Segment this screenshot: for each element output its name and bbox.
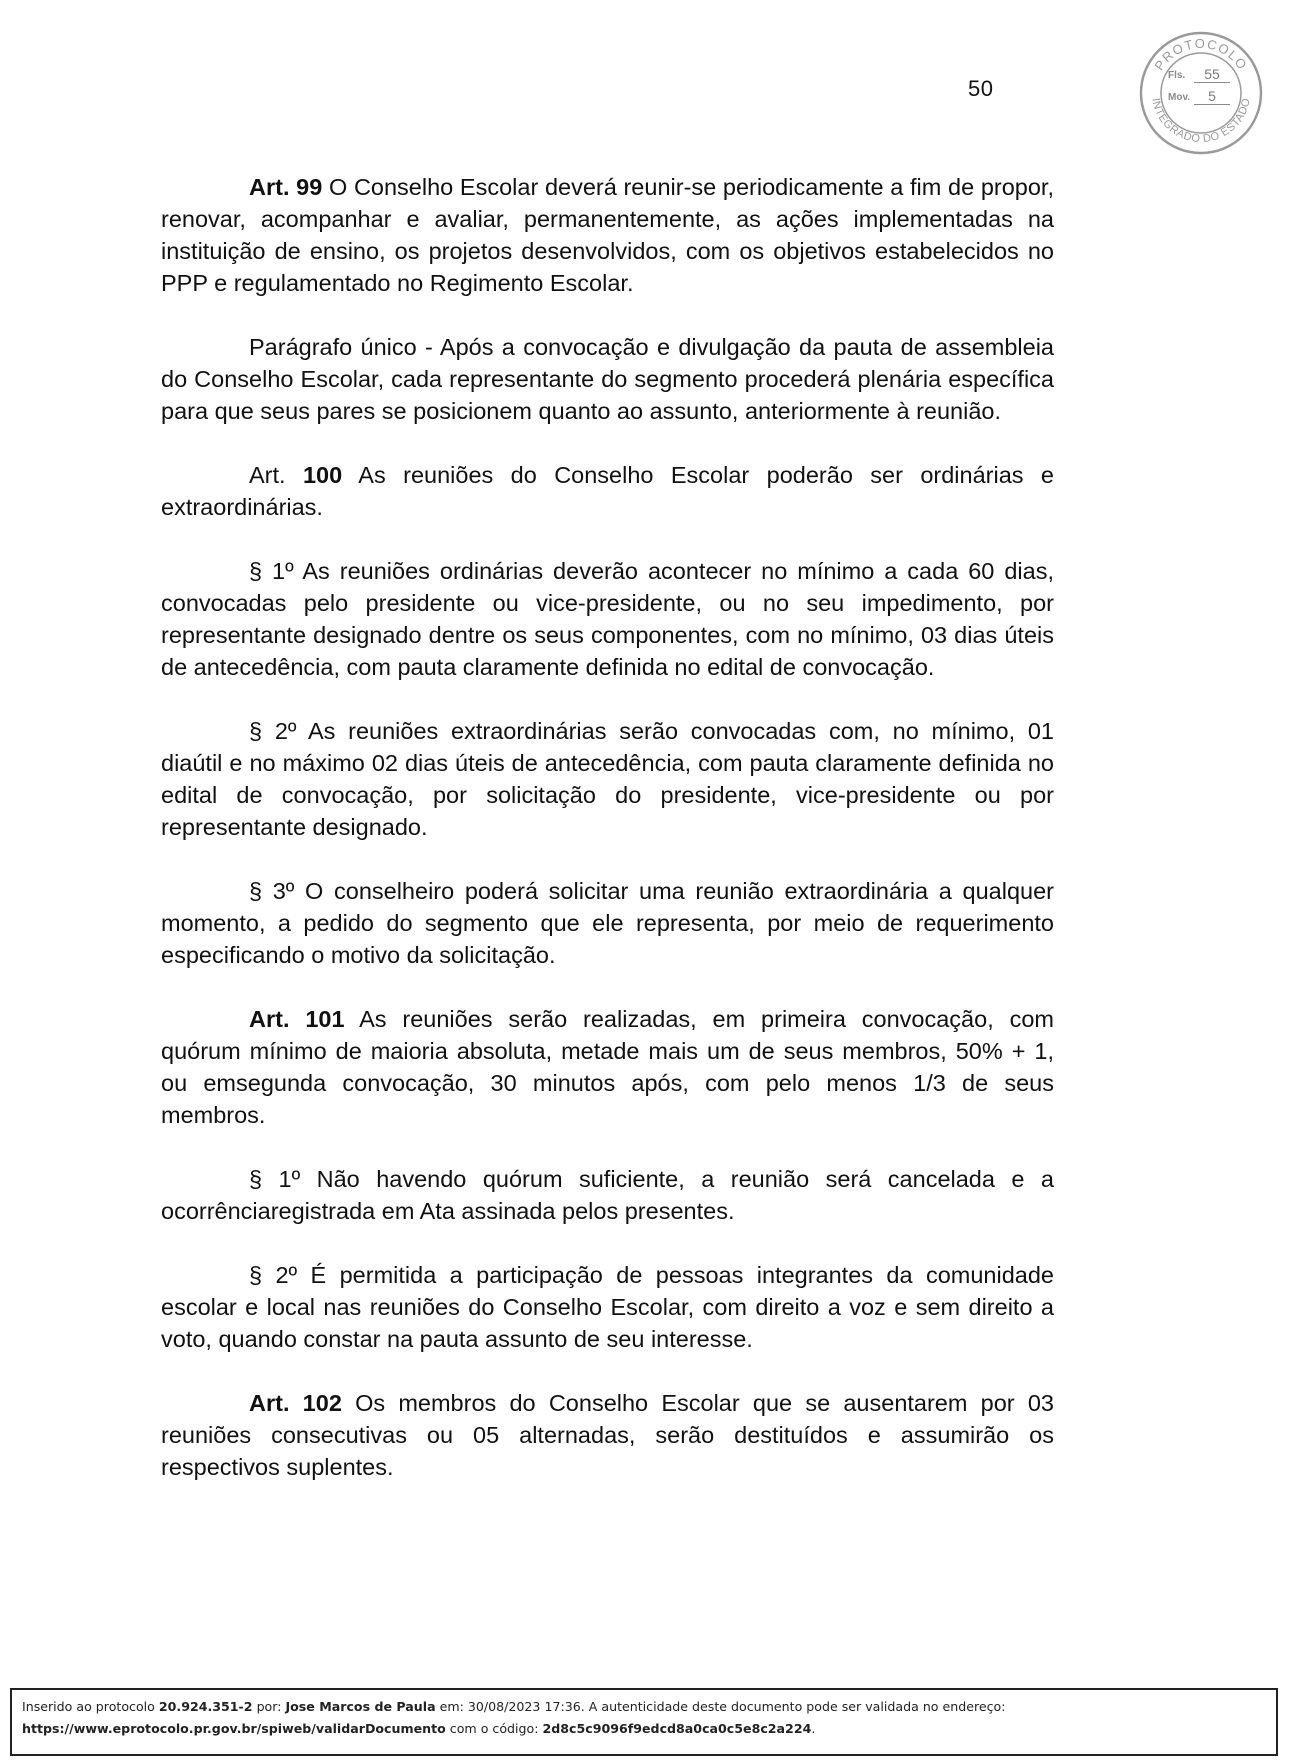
authentication-footer	[10, 1688, 1278, 1756]
footer-line-1	[22, 1696, 1276, 1718]
footer-text: em: 30/08/2023 17:36. A autenticidade deste documento pode ser validada no endereço:	[435, 1699, 1006, 1714]
validation-link[interactable]: https://www.eprotocolo.pr.gov.br/spiweb/validarDocumento	[22, 1721, 446, 1736]
paragraph	[161, 1259, 1054, 1355]
article-prefix: Art.	[249, 462, 303, 488]
footer-text: .	[811, 1721, 816, 1736]
article-number: 100	[302, 462, 343, 488]
paragraph	[161, 171, 1054, 299]
article-label: Art. 99	[249, 174, 323, 200]
author-name: Jose Marcos de Paula	[285, 1699, 436, 1714]
article-label: Art. 101	[249, 1006, 345, 1032]
paragraph	[161, 1163, 1054, 1227]
stamp-ring-top: PROTOCOLO	[1151, 35, 1251, 74]
paragraph-text: § 1º As reuniões ordinárias deverão acontecer no mínimo a cada 60 dias, convocadas pelo presidente ou vice-presidente, ou no seu impedimento, por representante designado dentre os seus componentes, com no mínimo, 03 dias úteis de antecedência, com pauta claramente definida no edital de convocação.	[161, 558, 1054, 680]
footer-line-2	[22, 1718, 1276, 1740]
paragraph-text: As reuniões serão realizadas, em primeira convocação, com quórum mínimo de maioria absoluta, metade mais um de seus membros, 50% + 1, ou emsegunda convocação, 30 minutos após, com pelo menos 1/3 de seus membros.	[161, 1006, 1054, 1128]
paragraph-text: Os membros do Conselho Escolar que se ausentarem por 03 reuniões consecutivas ou 05 alternadas, serão destituídos e assumirão os respectivos suplentes.	[161, 1390, 1054, 1480]
document-body	[161, 171, 1054, 1515]
paragraph	[161, 1387, 1054, 1483]
paragraph-text: § 2º É permitida a participação de pessoas integrantes da comunidade escolar e local nas reuniões do Conselho Escolar, com direito a voz e sem direito a voto, quando constar na pauta assunto de seu interesse.	[161, 1262, 1054, 1352]
protocol-stamp	[1138, 30, 1264, 156]
paragraph-text: Parágrafo único - Após a convocação e divulgação da pauta de assembleia do Conselho Escolar, cada representante do segmento procederá plenária específica para que seus pares se posicionem quanto ao assunto, anteriormente à reunião.	[161, 334, 1054, 424]
stamp-mov-label: Mov.	[1168, 92, 1191, 103]
paragraph	[161, 715, 1054, 843]
paragraph	[161, 331, 1054, 427]
protocol-number: 20.924.351-2	[158, 1699, 253, 1714]
paragraph-text: § 1º Não havendo quórum suficiente, a reunião será cancelada e a ocorrênciaregistrada em Ata assinada pelos presentes.	[161, 1166, 1054, 1224]
paragraph	[161, 875, 1054, 971]
paragraph	[161, 555, 1054, 683]
paragraph	[161, 459, 1054, 523]
footer-text: com o código:	[445, 1721, 543, 1736]
paragraph-text: § 2º As reuniões extraordinárias serão convocadas com, no mínimo, 01 diaútil e no máximo 02 dias úteis de antecedência, com pauta claramente definida no edital de convocação, por solicitação do presidente, vice-presidente ou por representante designado.	[161, 718, 1054, 840]
page-number: 50	[968, 76, 994, 101]
footer-text: Inserido ao protocolo	[22, 1699, 159, 1714]
footer-text: por:	[252, 1699, 286, 1714]
paragraph-text: O Conselho Escolar deverá reunir-se periodicamente a fim de propor, renovar, acompanhar e avaliar, permanentemente, as ações implementadas na instituição de ensino, os projetos desenvolvidos, com os objetivos estabelecidos no PPP e regulamentado no Regimento Escolar.	[161, 174, 1054, 296]
article-label: Art. 102	[249, 1390, 342, 1416]
paragraph-text: As reuniões do Conselho Escolar poderão ser ordinárias e extraordinárias.	[161, 462, 1054, 520]
paragraph	[161, 1003, 1054, 1131]
validation-code: 2d8c5c9096f9edcd8a0ca0c5e8c2a224	[542, 1721, 812, 1736]
stamp-fls-value: 55	[1194, 67, 1230, 83]
stamp-mov-value: 5	[1194, 89, 1230, 105]
stamp-fls-label: Fls.	[1168, 70, 1186, 81]
stamp-ring-bottom: INTEGRADO DO ESTADO	[1149, 96, 1253, 146]
paragraph-text: § 3º O conselheiro poderá solicitar uma reunião extraordinária a qualquer momento, a pedido do segmento que ele representa, por meio de requerimento especificando o motivo da solicitação.	[161, 878, 1054, 968]
